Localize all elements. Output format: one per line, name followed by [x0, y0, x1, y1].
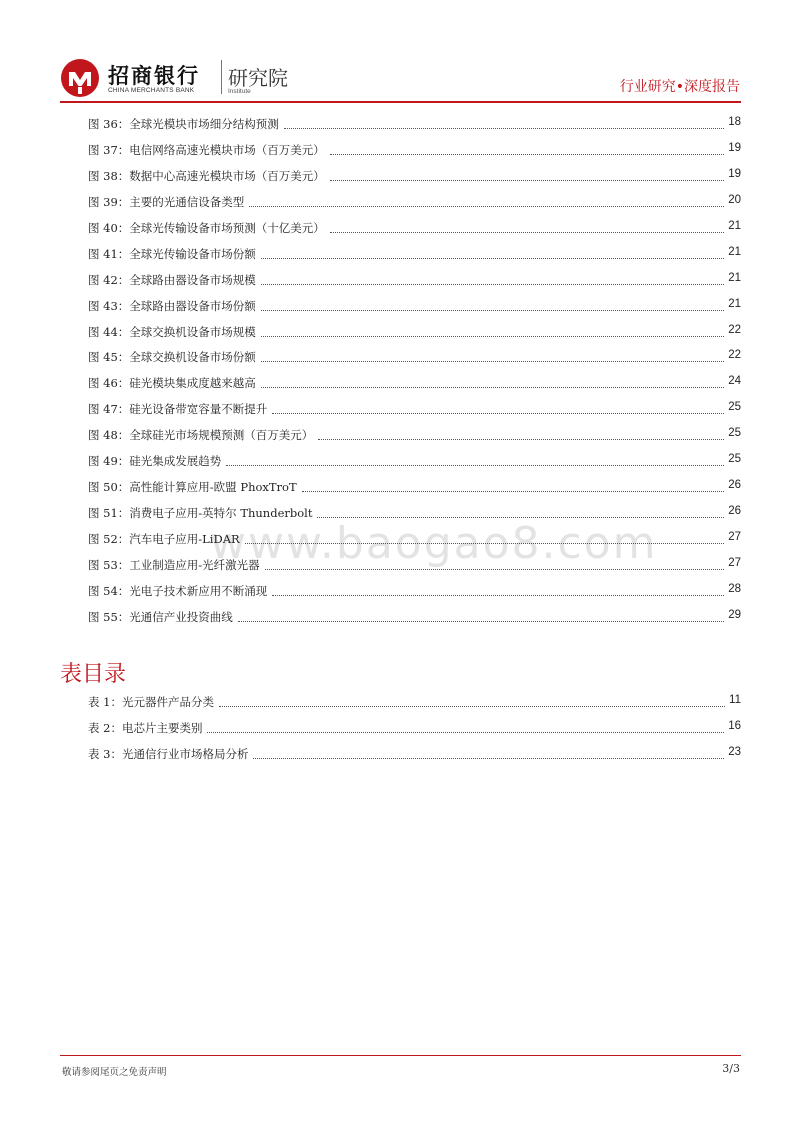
toc-entry-label: 图 42：全球路由器设备市场规模 — [88, 272, 256, 287]
page-number: 3/3 — [722, 1062, 740, 1075]
dot-leader — [219, 706, 725, 707]
toc-entry-label: 图 47：硅光设备带宽容量不断提升 — [88, 402, 268, 417]
toc-entry-page: 11 — [729, 694, 741, 706]
toc-entry[interactable] — [88, 453, 741, 479]
toc-entry[interactable] — [88, 272, 741, 298]
logo-text-cn: 招商银行 — [108, 64, 200, 88]
toc-entry[interactable] — [88, 479, 741, 505]
table-index-title: 表目录 — [60, 662, 127, 687]
toc-entry-page: 26 — [728, 505, 741, 518]
toc-entry-label: 图 44：全球交换机设备市场规模 — [88, 324, 256, 339]
toc-entry-label: 图 43：全球路由器设备市场份额 — [88, 298, 256, 313]
toc-entry-page: 22 — [728, 349, 741, 362]
toc-entry-page: 26 — [728, 479, 741, 492]
toc-entry[interactable] — [88, 694, 741, 720]
dot-leader — [261, 284, 724, 285]
footer-disclaimer: 敬请参阅尾页之免责声明 — [62, 1067, 167, 1078]
logo-text-en: CHINA MERCHANTS BANK — [108, 87, 195, 94]
toc-entry[interactable] — [88, 427, 741, 453]
toc-entry[interactable] — [88, 142, 741, 168]
toc-entry-page: 19 — [728, 141, 741, 154]
dot-leader — [238, 621, 724, 622]
toc-entry-label: 图 46：硅光模块集成度越来越高 — [88, 376, 256, 391]
table-index — [88, 694, 741, 772]
toc-entry-page: 25 — [728, 401, 741, 414]
toc-entry[interactable] — [88, 531, 741, 557]
toc-entry-page: 27 — [728, 531, 741, 543]
toc-entry[interactable] — [88, 246, 741, 272]
toc-entry-label: 图 48：全球硅光市场规模预测（百万美元） — [88, 428, 314, 443]
toc-entry-page: 22 — [728, 323, 741, 336]
dot-leader — [330, 180, 724, 181]
toc-entry-label: 表 1：光元器件产品分类 — [88, 695, 214, 709]
toc-entry-page: 21 — [728, 297, 741, 310]
toc-entry[interactable] — [88, 349, 741, 375]
toc-entry-label: 图 40：全球光传输设备市场预测（十亿美元） — [88, 220, 325, 235]
toc-entry[interactable] — [88, 194, 741, 220]
toc-entry-page: 28 — [728, 582, 741, 595]
toc-entry-label: 图 41：全球光传输设备市场份额 — [88, 246, 256, 261]
toc-entry-label: 图 36：全球光模块市场细分结构预测 — [88, 117, 279, 131]
toc-entry-label: 图 54：光电子技术新应用不断涌现 — [88, 583, 268, 598]
toc-entry-page: 18 — [728, 116, 741, 128]
dot-leader — [330, 232, 724, 233]
dot-leader — [317, 517, 724, 518]
toc-entry[interactable] — [88, 609, 741, 635]
toc-entry-page: 24 — [728, 375, 741, 388]
toc-entry-page: 21 — [728, 219, 741, 232]
dot-leader — [226, 465, 724, 466]
toc-entry-page: 16 — [728, 719, 741, 732]
dot-leader — [261, 361, 724, 362]
toc-entry-page: 21 — [728, 271, 741, 284]
toc-entry-label: 图 45：全球交换机设备市场份额 — [88, 350, 256, 365]
toc-entry-page: 23 — [728, 745, 741, 758]
toc-entry[interactable] — [88, 375, 741, 401]
dot-leader — [249, 206, 724, 207]
toc-entry[interactable] — [88, 505, 741, 531]
toc-entry-label: 表 2：电芯片主要类别 — [88, 720, 203, 735]
toc-entry[interactable] — [88, 583, 741, 609]
toc-entry-page: 19 — [728, 167, 741, 180]
header-divider — [60, 101, 741, 103]
toc-entry-page: 20 — [728, 193, 741, 206]
toc-entry-page: 29 — [728, 608, 741, 621]
institute-name-cn: 研究院 — [228, 66, 288, 90]
dot-leader — [261, 336, 724, 337]
dot-leader — [261, 310, 724, 311]
toc-entry[interactable] — [88, 220, 741, 246]
toc-entry[interactable] — [88, 324, 741, 350]
toc-entry[interactable] — [88, 557, 741, 583]
toc-entry[interactable] — [88, 746, 741, 772]
dot-leader — [330, 154, 724, 155]
dot-leader — [272, 413, 724, 414]
dot-leader — [253, 758, 724, 759]
dot-leader — [261, 258, 724, 259]
dot-leader — [207, 732, 724, 733]
toc-entry-label: 图 37：电信网络高速光模块市场（百万美元） — [88, 142, 325, 157]
page-header — [60, 58, 740, 98]
toc-entry[interactable] — [88, 401, 741, 427]
toc-entry-page: 21 — [728, 245, 741, 258]
toc-entry[interactable] — [88, 116, 741, 142]
toc-entry-page: 25 — [728, 427, 741, 440]
toc-entry-page: 25 — [728, 453, 741, 466]
institute-name-en: Institute — [228, 88, 251, 95]
dot-leader — [245, 543, 725, 544]
toc-entry[interactable] — [88, 720, 741, 746]
dot-leader — [261, 387, 724, 388]
logo-divider — [221, 60, 222, 94]
figure-index — [88, 116, 741, 635]
toc-entry-label: 图 38：数据中心高速光模块市场（百万美元） — [88, 168, 325, 183]
report-type: 行业研究•深度报告 — [619, 79, 740, 95]
toc-entry-label: 图 49：硅光集成发展趋势 — [88, 454, 222, 469]
toc-entry-label: 图 52：汽车电子应用-LiDAR — [88, 532, 240, 546]
dot-leader — [318, 439, 724, 440]
dot-leader — [272, 595, 724, 596]
toc-entry-label: 表 3：光通信行业市场格局分析 — [88, 746, 249, 761]
footer-divider — [60, 1055, 741, 1056]
toc-entry-page: 27 — [728, 556, 741, 569]
toc-entry-label: 图 53：工业制造应用-光纤激光器 — [88, 557, 260, 572]
toc-entry[interactable] — [88, 298, 741, 324]
cmb-logo-icon — [60, 58, 100, 98]
toc-entry[interactable] — [88, 168, 741, 194]
dot-leader — [284, 128, 724, 129]
toc-entry-label: 图 51：消费电子应用-英特尔 Thunderbolt — [88, 506, 313, 521]
toc-entry-label: 图 50：高性能计算应用-欧盟 PhoxTroT — [88, 480, 297, 495]
watermark: www.baogao8.com — [210, 518, 658, 569]
dot-leader — [265, 569, 725, 570]
toc-entry-label: 图 39：主要的光通信设备类型 — [88, 194, 245, 209]
toc-entry-label: 图 55：光通信产业投资曲线 — [88, 609, 233, 624]
dot-leader — [302, 491, 725, 492]
